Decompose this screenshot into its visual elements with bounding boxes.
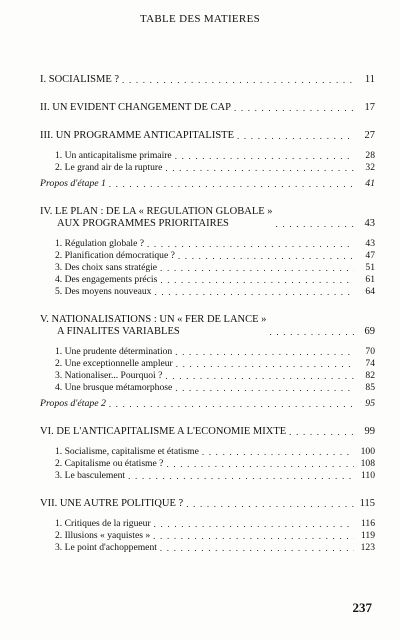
toc-entry-sub bbox=[40, 262, 375, 274]
dot-leader bbox=[178, 250, 354, 262]
toc-entry-sub bbox=[40, 370, 375, 382]
dot-leader bbox=[147, 238, 354, 250]
toc-entry-propos bbox=[40, 398, 375, 410]
toc-entry-sub bbox=[40, 274, 375, 286]
toc-entry-label: 3. Le basculement bbox=[55, 470, 126, 481]
toc-entry-label-line2: A FINALITES VARIABLES bbox=[57, 326, 180, 337]
toc-entry-label: 4. Une brusque métamorphose bbox=[55, 382, 173, 393]
toc-entry-page: 116 bbox=[360, 518, 375, 529]
dot-leader bbox=[237, 130, 354, 142]
dot-leader bbox=[165, 162, 354, 174]
toc-entry-page: 108 bbox=[360, 458, 375, 469]
toc-entry-label: 2. Le grand air de la rupture bbox=[55, 162, 163, 173]
toc-entry-page: 32 bbox=[365, 162, 375, 173]
dot-leader bbox=[160, 262, 354, 274]
toc-entry-propos bbox=[40, 178, 375, 190]
dot-leader bbox=[175, 346, 354, 358]
toc-entry-page: 27 bbox=[364, 130, 375, 141]
dot-leader bbox=[128, 470, 354, 482]
toc-entry-label: 2. Une exceptionnelle ampleur bbox=[55, 358, 173, 369]
toc-entry-page: 110 bbox=[360, 470, 375, 481]
toc-entry-chapter bbox=[40, 498, 375, 510]
toc-entry-page: 61 bbox=[365, 274, 375, 285]
toc-entry-chapter bbox=[40, 130, 375, 142]
toc-entry-chapter bbox=[40, 74, 375, 86]
toc-entry-label: 1. Socialisme, capitalisme et étatisme bbox=[55, 446, 199, 457]
dot-leader bbox=[122, 74, 354, 86]
toc-entry-page: 100 bbox=[360, 446, 375, 457]
toc-entry-sub bbox=[40, 358, 375, 370]
toc-entry-page: 85 bbox=[365, 382, 375, 393]
toc-entry-sub bbox=[40, 250, 375, 262]
toc-entry-label: VII. UNE AUTRE POLITIQUE ? bbox=[40, 498, 184, 509]
toc-entry-label: 4. Des engagements précis bbox=[55, 274, 158, 285]
dot-leader bbox=[175, 150, 354, 162]
toc-entry-label: I. SOCIALISME ? bbox=[40, 74, 120, 85]
page-number: 237 bbox=[352, 600, 372, 615]
toc-entry-page: 74 bbox=[365, 358, 375, 369]
toc-entry-page: 28 bbox=[365, 150, 375, 161]
toc-entry-label: 1. Une prudente détermination bbox=[55, 346, 173, 357]
toc-entry-page: 47 bbox=[365, 250, 375, 261]
toc-entry-sub bbox=[40, 446, 375, 458]
toc-entry-sub bbox=[40, 162, 375, 174]
toc-entry-chapter bbox=[40, 206, 375, 230]
toc-entry-page: 99 bbox=[364, 426, 375, 437]
toc-entry-sub bbox=[40, 530, 375, 542]
toc-entry-label: 2. Planification démocratique ? bbox=[55, 250, 175, 261]
toc-entry-label: 2. Capitalisme ou étatisme ? bbox=[55, 458, 164, 469]
toc-entry-page: 82 bbox=[365, 370, 375, 381]
toc-entry-sub bbox=[40, 518, 375, 530]
toc-entry-sub bbox=[40, 150, 375, 162]
toc-entry-page: 64 bbox=[365, 286, 375, 297]
toc-entry-label-line2: AUX PROGRAMMES PRIORITAIRES bbox=[57, 218, 229, 229]
toc-entry-sub bbox=[40, 542, 375, 554]
toc-entry-label bbox=[40, 314, 266, 338]
toc-entry-chapter bbox=[40, 102, 375, 114]
dot-leader bbox=[154, 286, 354, 298]
toc-entry-page: 70 bbox=[365, 346, 375, 357]
toc-entry-page: 115 bbox=[359, 498, 375, 509]
dot-leader bbox=[154, 518, 354, 530]
toc-entry-page: 51 bbox=[365, 262, 375, 273]
toc-entry-page: 17 bbox=[364, 102, 375, 113]
toc-entry-page: 69 bbox=[364, 326, 375, 337]
dot-leader bbox=[175, 382, 354, 394]
dot-leader bbox=[153, 530, 354, 542]
dot-leader bbox=[269, 326, 354, 338]
dot-leader bbox=[186, 498, 354, 510]
dot-leader bbox=[289, 426, 354, 438]
toc-entry-label: VI. DE L'ANTICAPITALISME A L'ECONOMIE MIXTE bbox=[40, 426, 287, 437]
toc-entry-label: Propos d'étape 1 bbox=[40, 178, 106, 189]
toc-entry-page: 43 bbox=[365, 238, 375, 249]
dot-leader bbox=[109, 398, 354, 410]
toc-entry-label: II. UN EVIDENT CHANGEMENT DE CAP bbox=[40, 102, 231, 113]
toc-entry-sub bbox=[40, 458, 375, 470]
toc-entry-chapter bbox=[40, 314, 375, 338]
dot-leader bbox=[276, 218, 354, 230]
toc-entry-page: 43 bbox=[364, 218, 375, 229]
toc-entry-label: 3. Des choix sans stratégie bbox=[55, 262, 158, 273]
dot-leader bbox=[109, 178, 354, 190]
toc-entry-sub bbox=[40, 382, 375, 394]
dot-leader bbox=[166, 458, 354, 470]
toc-entry-page: 123 bbox=[360, 542, 375, 553]
table-of-contents bbox=[40, 74, 375, 554]
page-title: TABLE DES MATIERES bbox=[139, 13, 261, 25]
toc-entry-label: 1. Critiques de la rigueur bbox=[55, 518, 151, 529]
toc-entry-page: 95 bbox=[365, 398, 375, 409]
dot-leader bbox=[234, 102, 354, 114]
toc-entry-label: 3. Nationaliser... Pourquoi ? bbox=[55, 370, 163, 381]
toc-entry-sub bbox=[40, 238, 375, 250]
toc-entry-label-line1: V. NATIONALISATIONS : UN « FER DE LANCE » bbox=[40, 314, 267, 325]
toc-entry-label bbox=[40, 206, 273, 230]
toc-entry-page: 11 bbox=[364, 74, 375, 85]
toc-entry-page: 41 bbox=[365, 178, 375, 189]
toc-entry-page: 119 bbox=[360, 530, 375, 541]
toc-entry-label: 2. Illusions « yaquistes » bbox=[55, 530, 151, 541]
toc-entry-sub bbox=[40, 470, 375, 482]
toc-entry-sub bbox=[40, 346, 375, 358]
dot-leader bbox=[176, 358, 354, 370]
toc-entry-label: 5. Des moyens nouveaux bbox=[55, 286, 152, 297]
toc-entry-label: 1. Un anticapitalisme primaire bbox=[55, 150, 172, 161]
dot-leader bbox=[160, 542, 354, 554]
toc-entry-sub bbox=[40, 286, 375, 298]
dot-leader bbox=[160, 274, 354, 286]
toc-entry-label: III. UN PROGRAMME ANTICAPITALISTE bbox=[40, 130, 234, 141]
toc-entry-chapter bbox=[40, 426, 375, 438]
dot-leader bbox=[165, 370, 354, 382]
toc-entry-label: 1. Régulation globale ? bbox=[55, 238, 144, 249]
toc-entry-label-line1: IV. LE PLAN : DE LA « REGULATION GLOBALE » bbox=[40, 206, 273, 217]
toc-entry-label: 3. Le point d'achoppement bbox=[55, 542, 157, 553]
dot-leader bbox=[202, 446, 354, 458]
toc-entry-label: Propos d'étape 2 bbox=[40, 398, 106, 409]
